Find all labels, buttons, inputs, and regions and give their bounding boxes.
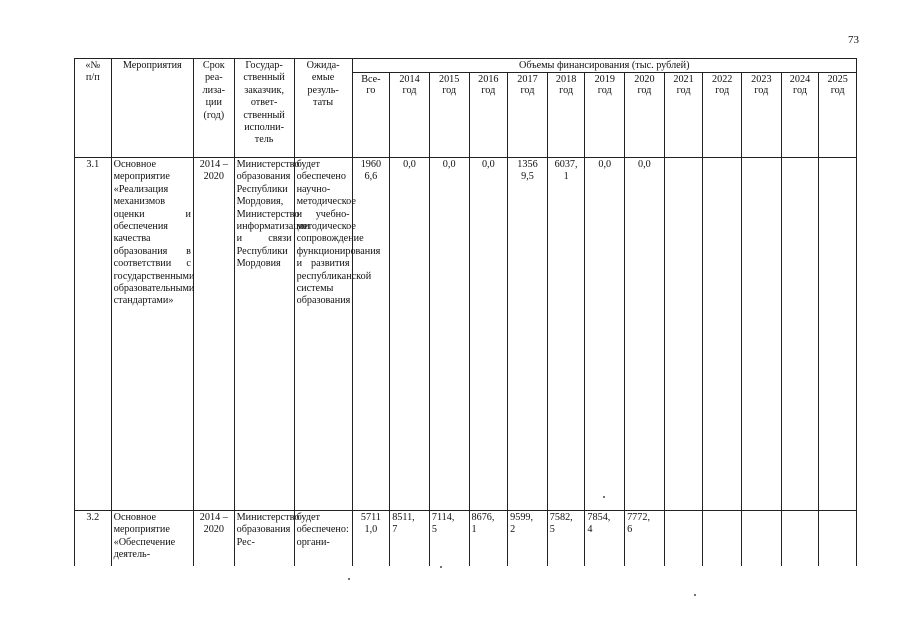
row-value: 7854, 4 [585,511,625,567]
financing-table [74,58,857,566]
header-year: 2024 год [781,73,819,158]
scan-speck [603,496,605,498]
row-term: 2014 – 2020 [193,158,234,511]
row-value [703,511,742,567]
scan-speck [694,594,696,596]
row-term: 2014 – 2020 [193,511,234,567]
row-value [819,511,857,567]
scan-speck [440,566,442,568]
header-year: 2016 год [469,73,508,158]
row-value: 8676, 1 [469,511,508,567]
row-value [781,511,819,567]
row-value [703,158,742,511]
row-activity: Основное мероприятие «Реализация механизмов оценки и обеспечения качества образования в соответствии с государственными образовательными стандартами» [111,158,193,511]
row-value: 7114, 5 [429,511,469,567]
row-value [664,511,703,567]
header-year: 2019 год [585,73,625,158]
table-row [75,158,857,511]
row-value: 8511, 7 [390,511,430,567]
header-row-1 [75,59,857,73]
table-row [75,511,857,567]
row-value: 7582, 5 [547,511,585,567]
row-results: будет обеспечено научно-методическое и учебно-методическое сопровождение функционирования и развития республиканской системы образования [294,158,352,511]
row-value [742,511,782,567]
row-value [742,158,782,511]
header-year: 2018 год [547,73,585,158]
header-customer: Государ- ственный заказчик, ответ- ственный исполни- тель [234,59,294,158]
header-num: «№ п/п [75,59,112,158]
row-value: 0,0 [469,158,508,511]
row-value: 7772, 6 [625,511,665,567]
row-value: 1356 9,5 [508,158,548,511]
row-value: 6037, 1 [547,158,585,511]
row-value: 9599, 2 [508,511,548,567]
header-total: Все- го [352,73,390,158]
row-customer: Министерство образования Рес- [234,511,294,567]
header-year: 2014 год [390,73,430,158]
row-total: 1960 6,6 [352,158,390,511]
row-customer: Министерство образования Республики Мордовия, Министерство информатизации и связи Республики Мордовия [234,158,294,511]
row-value: 0,0 [585,158,625,511]
row-value: 0,0 [625,158,665,511]
row-num: 3.1 [75,158,112,511]
row-value: 0,0 [429,158,469,511]
scan-speck [348,578,350,580]
row-value [664,158,703,511]
row-activity: Основное мероприятие «Обеспечение деятель- [111,511,193,567]
row-num: 3.2 [75,511,112,567]
header-results: Ожида- емые резуль- таты [294,59,352,158]
row-total: 5711 1,0 [352,511,390,567]
row-results: будет обеспечено: органи- [294,511,352,567]
row-value [781,158,819,511]
header-year: 2015 год [429,73,469,158]
header-year: 2022 год [703,73,742,158]
header-year: 2023 год [742,73,782,158]
header-year: 2020 год [625,73,665,158]
header-year: 2021 год [664,73,703,158]
row-value [819,158,857,511]
header-year: 2025 год [819,73,857,158]
header-year: 2017 год [508,73,548,158]
header-financing: Объемы финансирования (тыс. рублей) [352,59,856,73]
row-value: 0,0 [390,158,430,511]
page-number: 73 [848,34,859,46]
header-term: Срок реа- лиза- ции (год) [193,59,234,158]
header-activity: Мероприятия [111,59,193,158]
